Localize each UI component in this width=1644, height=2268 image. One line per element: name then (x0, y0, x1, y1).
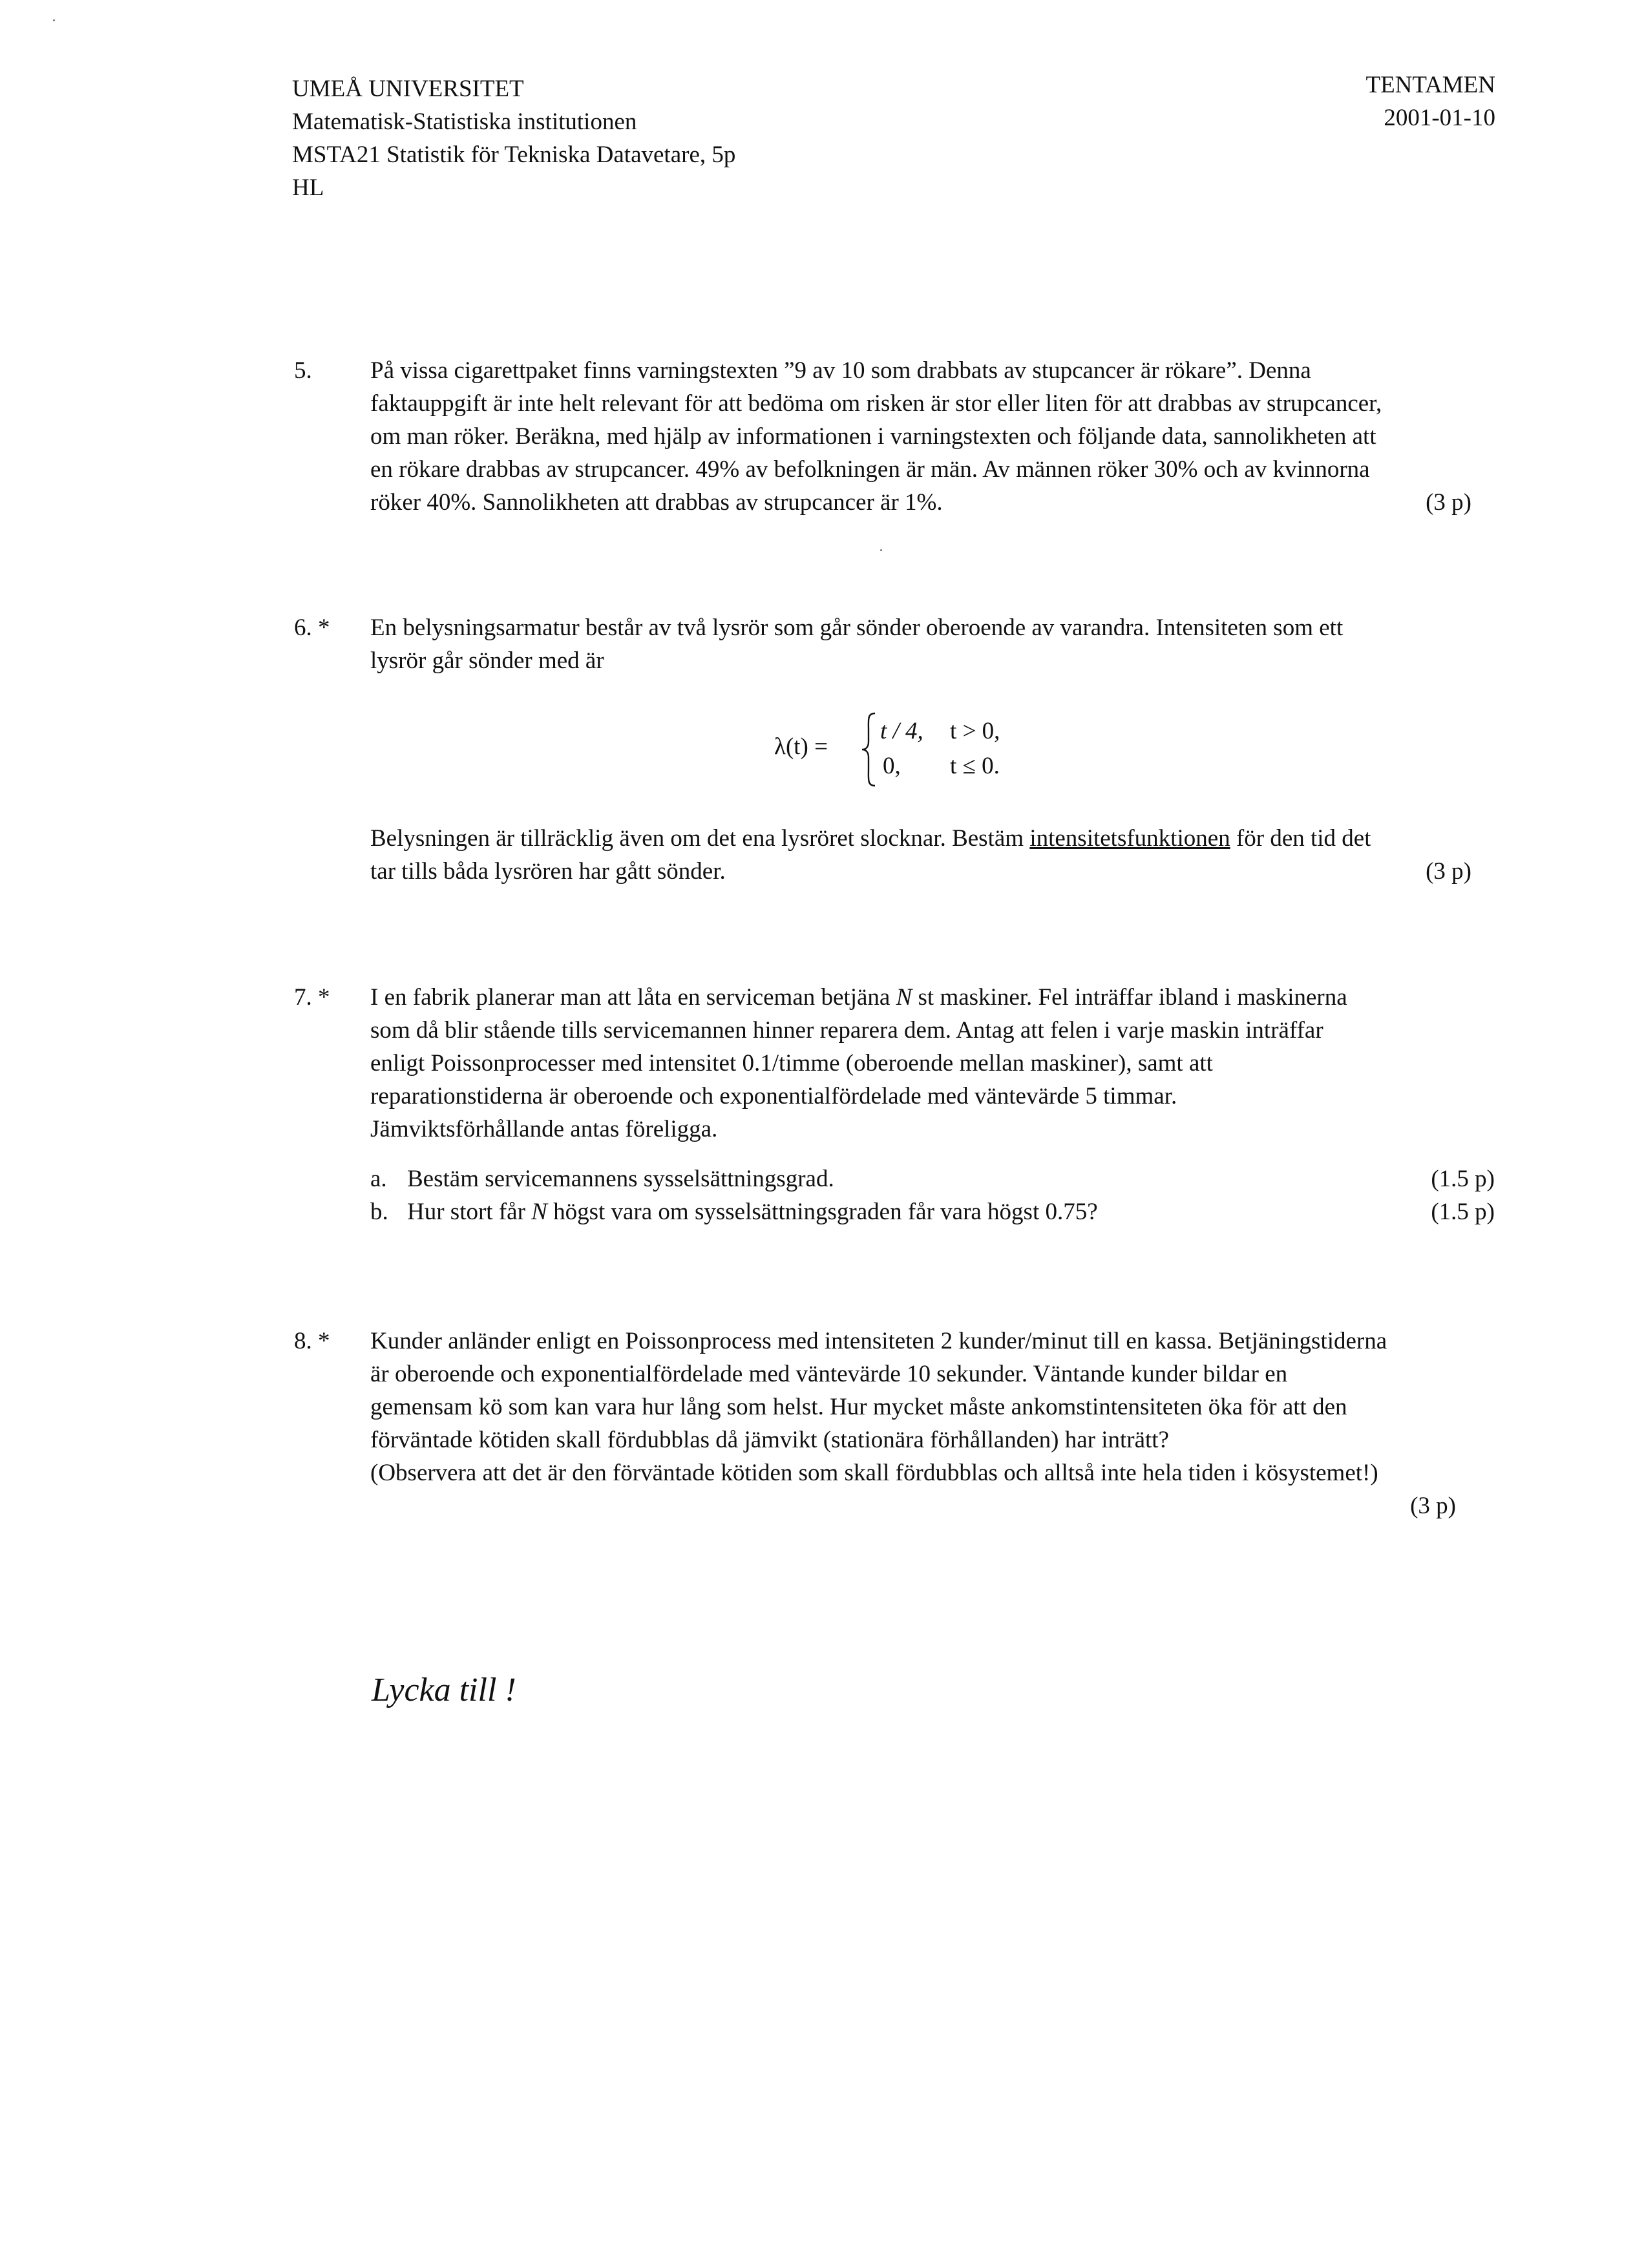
problem-text (370, 354, 1495, 519)
problem-number: 5. (294, 357, 312, 384)
text-line: Belysningen är tillräcklig även om det ena lysröret slocknar. Bestäm intensitetsfunktionen för den tid det (370, 825, 1371, 852)
text-line: som då blir stående tills servicemannen hinner reparera dem. Antag att felen i varje maskin inträffar (370, 1017, 1323, 1044)
subquestion-b (370, 1195, 1495, 1228)
points-label: (1.5 p) (1431, 1199, 1495, 1225)
scan-speck (53, 19, 55, 21)
exam-label: TENTAMEN (1365, 72, 1495, 98)
text-line: (Observera att det är den förväntade kötiden som skall fördubblas och alltså inte hela tiden i kösystemet!) (370, 1460, 1378, 1486)
text-line: förväntade kötiden skall fördubblas då jämvikt (stationära förhållanden) har inträtt? (370, 1427, 1169, 1453)
text-line: Jämviktsförhållande antas föreligga. (370, 1116, 718, 1142)
subquestion-text: Hur stort får N högst vara om sysselsättningsgraden får vara högst 0.75? (407, 1199, 1098, 1225)
left-brace-icon (859, 711, 879, 788)
problem-text (370, 981, 1495, 1228)
subquestion-a (370, 1162, 1495, 1195)
formula-lhs: λ(t) = (774, 733, 828, 760)
text-line: gemensam kö som kan vara hur lång som helst. Hur mycket måste ankomstintensiteten öka för att den (370, 1394, 1347, 1420)
points-label: (3 p) (1426, 489, 1471, 516)
underlined-term: intensitetsfunktionen (1029, 825, 1230, 852)
header-right (1365, 68, 1495, 134)
problem-text (370, 611, 1495, 677)
subquestion-letter: b. (370, 1199, 388, 1225)
text-line: I en fabrik planerar man att låta en serviceman betjäna N st maskiner. Fel inträffar ibland i maskinerna (370, 984, 1347, 1011)
formula-row2-expr: 0, (883, 753, 901, 779)
variable-n: N (531, 1199, 547, 1225)
points-label: (1.5 p) (1431, 1166, 1495, 1192)
problem-number: 7. * (294, 984, 330, 1011)
points-label: (3 p) (1426, 858, 1471, 885)
course-name: MSTA21 Statistik för Tekniska Datavetare, 5p (292, 142, 736, 168)
text-line: tar tills båda lysrören har gått sönder. (370, 858, 726, 885)
subquestion-text: Bestäm servicemannens sysselsättningsgrad. (407, 1166, 834, 1192)
author-initials: HL (292, 174, 324, 201)
formula-row1-expr: t / 4, (880, 718, 923, 744)
points-label: (3 p) (1410, 1493, 1456, 1519)
text-line: är oberoende och exponentialfördelade med väntevärde 10 sekunder. Väntande kunder bildar en (370, 1361, 1288, 1387)
text-line: reparationstiderna är oberoende och exponentialfördelade med väntevärde 5 timmar. (370, 1083, 1177, 1109)
university-name: UMEÅ UNIVERSITET (292, 76, 524, 102)
text-line: röker 40%. Sannolikheten att drabbas av strupcancer är 1%. (370, 489, 943, 516)
text-line: faktauppgift är inte helt relevant för att bedöma om risken är stor eller liten för att drabbas av strupcancer, (370, 390, 1382, 417)
text-line: Kunder anländer enligt en Poissonprocess med intensiteten 2 kunder/minut till en kassa. Betjäningstiderna (370, 1328, 1387, 1354)
text-line: om man röker. Beräkna, med hjälp av informationen i varningstexten och följande data, sannolikheten att (370, 423, 1376, 450)
closing-text: Lycka till ! (372, 1672, 516, 1708)
formula-row2-cond: t ≤ 0. (950, 753, 1000, 779)
header-left (292, 72, 735, 204)
problem-text (370, 1325, 1495, 1519)
problem-number: 8. * (294, 1328, 330, 1354)
text-line: En belysningsarmatur består av två lysrör som går sönder oberoende av varandra. Intensiteten som ett (370, 614, 1344, 641)
text-line: enligt Poissonprocesser med intensitet 0.1/timme (oberoende mellan maskiner), samt att (370, 1050, 1213, 1076)
problem-text (370, 822, 1495, 888)
text-line: en rökare drabbas av strupcancer. 49% av befolkningen är män. Av männen röker 30% och av kvinnorna (370, 456, 1370, 483)
text-line-with-points (370, 855, 1495, 888)
intensity-formula (774, 711, 1033, 788)
text-line: På vissa cigarettpaket finns varningstexten ”9 av 10 som drabbats av stupcancer är rökare”. Denna (370, 357, 1311, 384)
department-name: Matematisk-Statistiska institutionen (292, 109, 637, 135)
text-line-with-points (370, 486, 1495, 519)
text-line: lysrör går sönder med är (370, 647, 604, 674)
problem-number: 6. * (294, 614, 330, 641)
scan-speck (880, 549, 882, 551)
formula-row1-cond: t > 0, (950, 718, 1000, 744)
exam-date: 2001-01-10 (1384, 105, 1495, 131)
variable-n: N (896, 984, 912, 1011)
subquestion-letter: a. (370, 1166, 387, 1192)
